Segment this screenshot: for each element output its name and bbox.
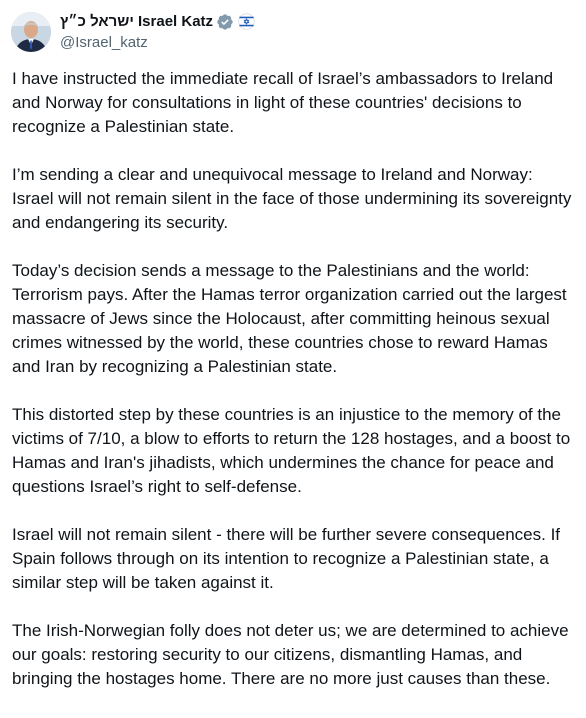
- tweet-text: [12, 67, 577, 691]
- user-handle[interactable]: @Israel_katz: [60, 33, 148, 51]
- avatar[interactable]: [11, 12, 51, 52]
- author-names: [60, 12, 255, 53]
- israel-flag-icon[interactable]: [238, 13, 255, 30]
- tweet-header: [11, 10, 255, 54]
- tweet-paragraph-5: Israel will not remain silent - there will be further severe consequences. If Spain follows through on its intention to recognize a Palestinian state, a similar step will be taken against it.: [12, 525, 565, 592]
- tweet-paragraph-3: Today’s decision sends a message to the Palestinians and the world: Terrorism pays. After the Hamas terror organization carried out the largest massacre of Jews since the Holocaust, after committing heinous sexual crimes witnessed by the world, these countries chose to reward Hamas and Iran by recognizing a Palestinian state.: [12, 261, 572, 376]
- tweet-paragraph-6: The Irish-Norwegian folly does not deter us; we are determined to achieve our goals: restoring security to our citizens, dismantling Hamas, and bringing the hostages home. There are no more just causes than these.: [12, 621, 574, 688]
- government-verified-badge-icon[interactable]: [216, 13, 234, 31]
- name-row: [60, 12, 255, 32]
- tweet-paragraph-1: I have instructed the immediate recall of Israel’s ambassadors to Ireland and Norway for consultations in light of these countries' decisions to recognize a Palestinian state.: [12, 69, 558, 136]
- avatar-image: [11, 12, 51, 52]
- tweet-paragraph-2: I’m sending a clear and unequivocal message to Ireland and Norway: Israel will not remain silent in the face of those undermining its sovereignty and endangering its security.: [12, 165, 577, 232]
- display-name[interactable]: ישראל כ״ץ Israel Katz: [60, 12, 214, 30]
- tweet-paragraph-4: This distorted step by these countries is an injustice to the memory of the victims of 7/10, a blow to efforts to return the 128 hostages, and a boost to Hamas and Iran's jihadists, which undermines the chance for peace and questions Israel’s right to self-defense.: [12, 405, 575, 496]
